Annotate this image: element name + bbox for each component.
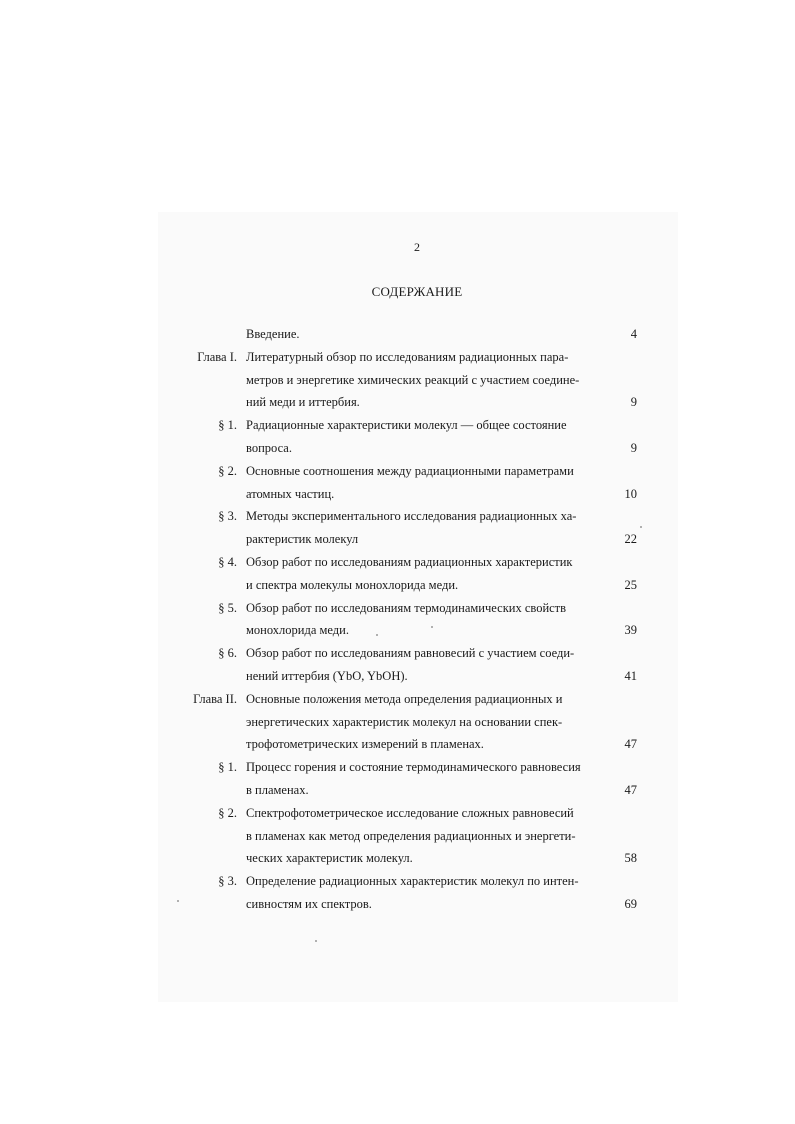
toc-entry-ch2-section-3[interactable] bbox=[150, 870, 650, 916]
toc-entry-text: сивностям их спектров. bbox=[246, 896, 372, 911]
toc-entry-page: 41 bbox=[624, 668, 637, 683]
toc-entry-page: 58 bbox=[624, 851, 637, 866]
toc-entry-marker: § 6. bbox=[218, 646, 237, 661]
toc-entry-page: 22 bbox=[624, 532, 637, 547]
toc-entry-marker: § 3. bbox=[218, 874, 237, 889]
toc-entry-page: 9 bbox=[630, 440, 637, 455]
toc-entry-ch1-section-3[interactable] bbox=[150, 505, 650, 551]
toc-entry-text: Введение. bbox=[246, 327, 300, 341]
toc-entry-text: Обзор работ по исследованиям равновесий с участием соеди- bbox=[246, 646, 575, 661]
scan-speck bbox=[177, 900, 179, 902]
toc-entry-ch2-section-1[interactable] bbox=[150, 756, 650, 802]
scan-speck bbox=[315, 940, 317, 942]
toc-entry-text: Определение радиационных характеристик молекул по интен- bbox=[246, 874, 579, 889]
toc-entry-ch1-section-1[interactable] bbox=[150, 414, 650, 460]
toc-entry-marker: Глава II. bbox=[193, 691, 237, 706]
toc-entry-text: Спектрофотометрическое исследование сложных равновесий bbox=[246, 805, 574, 820]
toc-entry-marker: § 4. bbox=[218, 554, 237, 569]
toc-entry-text: Литературный обзор по исследованиям радиационных пара- bbox=[246, 349, 569, 364]
scan-speck bbox=[640, 526, 642, 528]
toc-entry-page: 4 bbox=[630, 327, 637, 341]
toc-entry-text: Обзор работ по исследованиям радиационных характеристик bbox=[246, 554, 573, 569]
toc-entry-page: 47 bbox=[624, 782, 637, 797]
toc-entry-ch1-section-2[interactable] bbox=[150, 460, 650, 506]
toc-entry-chapter-2[interactable] bbox=[150, 688, 650, 756]
toc-entry-text: Радиационные характеристики молекул — общее состояние bbox=[246, 418, 567, 433]
toc-entry-text: Обзор работ по исследованиям термодинамических свойств bbox=[246, 600, 567, 615]
toc-entry-marker: § 3. bbox=[218, 509, 237, 524]
toc-entry-text: монохлорида меди. bbox=[246, 623, 349, 638]
toc-entry-text: Основные соотношения между радиационными параметрами bbox=[246, 463, 574, 478]
toc-entry-page: 39 bbox=[624, 623, 637, 638]
toc-entry-text: нений иттербия (YbO, YbOH). bbox=[246, 668, 408, 683]
toc-entry-text: энергетических характеристик молекул на основании спек- bbox=[246, 714, 563, 729]
toc-entry-text: атомных частиц. bbox=[246, 486, 335, 501]
toc-entry-marker: § 2. bbox=[218, 805, 237, 820]
toc-title: СОДЕРЖАНИЕ bbox=[371, 284, 463, 299]
scan-speck bbox=[431, 626, 433, 628]
toc-entry-ch1-section-4[interactable] bbox=[150, 551, 650, 597]
toc-entry-page: 47 bbox=[624, 737, 637, 752]
toc-entry-marker: § 5. bbox=[218, 600, 237, 615]
toc-entry-text: рактеристик молекул bbox=[246, 532, 359, 547]
toc-entry-chapter-1[interactable] bbox=[150, 346, 650, 414]
toc-entry-text: вопроса. bbox=[246, 440, 292, 455]
toc-entry-text: трофотометрических измерений в пламенах. bbox=[246, 737, 484, 752]
toc-entry-introduction[interactable] bbox=[150, 323, 650, 346]
toc-entry-page: 9 bbox=[630, 395, 637, 410]
toc-entry-text: Методы экспериментального исследования радиационных ха- bbox=[246, 509, 577, 524]
table-of-contents bbox=[150, 323, 650, 916]
scan-speck bbox=[376, 634, 378, 636]
toc-entry-text: метров и энергетике химических реакций с участием соедине- bbox=[246, 372, 580, 387]
toc-entry-page: 25 bbox=[624, 577, 637, 592]
toc-entry-text: Процесс горения и состояние термодинамического равновесия bbox=[246, 760, 581, 775]
toc-entry-ch1-section-5[interactable] bbox=[150, 597, 650, 643]
toc-entry-ch1-section-6[interactable] bbox=[150, 642, 650, 688]
toc-entry-text: ческих характеристик молекул. bbox=[246, 851, 413, 866]
toc-entry-page: 69 bbox=[624, 896, 637, 911]
toc-entry-text: и спектра молекулы монохлорида меди. bbox=[246, 577, 459, 592]
toc-entry-marker: § 1. bbox=[218, 418, 237, 433]
toc-entry-text: в пламенах как метод определения радиационных и энергети- bbox=[246, 828, 576, 843]
toc-entry-marker: Глава I. bbox=[197, 349, 237, 364]
toc-entry-text: в пламенах. bbox=[246, 782, 309, 797]
toc-entry-text: ний меди и иттербия. bbox=[246, 395, 360, 410]
toc-entry-page: 10 bbox=[624, 486, 637, 501]
toc-entry-text: Основные положения метода определения радиационных и bbox=[246, 691, 563, 706]
page-number: 2 bbox=[414, 240, 420, 254]
toc-entry-marker: § 1. bbox=[218, 760, 237, 775]
toc-entry-ch2-section-2[interactable] bbox=[150, 802, 650, 870]
toc-entry-marker: § 2. bbox=[218, 463, 237, 478]
